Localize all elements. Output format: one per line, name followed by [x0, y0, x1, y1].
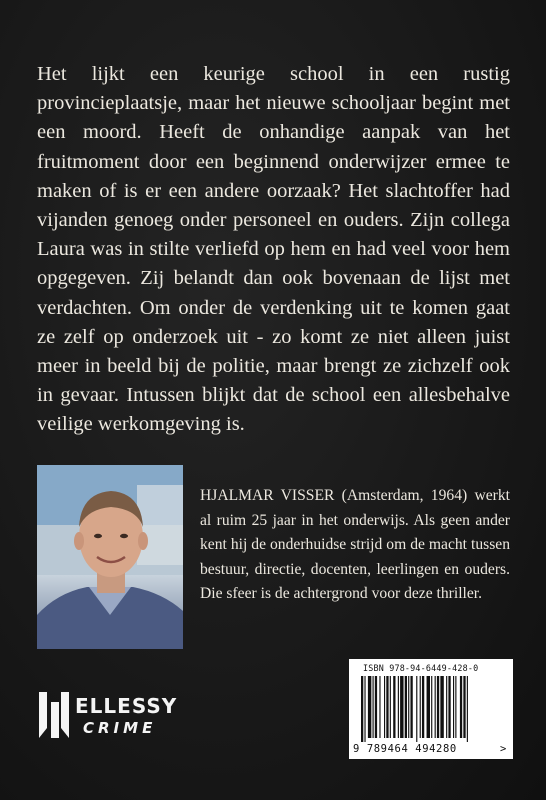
- barcode-bar: [427, 676, 430, 738]
- barcode-bar: [375, 676, 377, 738]
- barcode-bar: [405, 676, 407, 738]
- barcode-bar: [467, 676, 468, 742]
- author-photo: [37, 465, 183, 649]
- isbn-barcode: [349, 659, 513, 759]
- barcode-bar: [431, 676, 432, 738]
- barcode-bars: [361, 676, 501, 742]
- barcode-bar: [420, 676, 421, 738]
- publisher-imprint: CRIME: [83, 719, 157, 737]
- barcode-bar: [422, 676, 424, 738]
- publisher-mark-icon: [37, 690, 71, 740]
- isbn-arrow: >: [500, 743, 507, 755]
- barcode-bar: [398, 676, 399, 738]
- barcode-bar: [379, 676, 380, 738]
- barcode-bar: [453, 676, 454, 738]
- barcode-bar: [373, 676, 374, 738]
- barcode-bar: [435, 676, 436, 738]
- book-blurb: Het lijkt een keurige school in een rustig provincieplaatsje, maar het nieuwe schooljaar begint met een moord. Heeft de onhandige aanpak van het fruitmoment door een beginnend onderwijzer ermee te maken of is er een andere oorzaak? Het slachtoffer had vijanden genoeg onder personeel en ouders. Zijn collega Laura was in stilte verliefd op hem en had veel voor hem opgegeven. Zij belandt dan ook bovenaan de lijst met verdachten. Om onder de verdenking uit te komen gaat ze zelf op onderzoek uit - zo komt ze niet alleen juist meer in beeld bij de politie, maar brengt ze zichzelf ook in gevaar. Intussen blijkt dat de school een allesbehalve veilige werkomgeving is.: [37, 63, 510, 436]
- barcode-bar: [446, 676, 447, 738]
- isbn-label: ISBN 978-94-6449-428-0: [363, 663, 479, 673]
- barcode-bar: [416, 676, 417, 742]
- barcode-bar: [448, 676, 450, 738]
- barcode-bar: [361, 676, 363, 742]
- barcode-bar: [393, 676, 395, 738]
- barcode-bar: [455, 676, 456, 738]
- barcode-bar: [437, 676, 439, 738]
- barcode-bar: [364, 676, 365, 742]
- barcode-bar: [384, 676, 385, 738]
- barcode-bar: [390, 676, 391, 738]
- barcode-bar: [368, 676, 371, 738]
- author-bio: HJALMAR VISSER (Amsterdam, 1964) werkt al ruim 25 jaar in het onderwijs. Als geen ander kent hij de onderhuidse strijd om de macht tussen bestuur, directie, docenten, leerlingen en ouders. Die sfeer is de achtergrond voor deze thriller.: [200, 487, 510, 602]
- barcode-bar: [463, 676, 465, 738]
- publisher-name: ELLESSY: [75, 694, 178, 718]
- isbn-digits: 9 789464 494280: [353, 743, 457, 755]
- barcode-bar: [400, 676, 403, 738]
- barcode-bar: [408, 676, 409, 738]
- barcode-bar: [410, 676, 412, 738]
- barcode-bar: [460, 676, 462, 738]
- barcode-bar: [440, 676, 443, 738]
- barcode-bar: [386, 676, 388, 738]
- publisher-logo: [37, 690, 187, 745]
